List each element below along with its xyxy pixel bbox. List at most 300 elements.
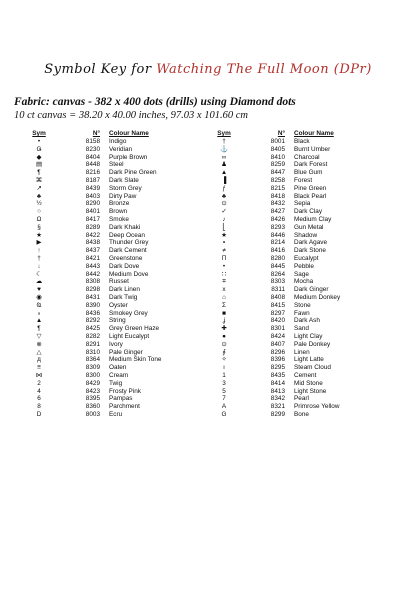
- color-number: 8289: [85, 223, 100, 231]
- color-symbol: 8: [37, 403, 41, 411]
- color-symbol: ↗: [36, 184, 42, 192]
- color-number: 8423: [85, 387, 100, 395]
- color-symbol: ¶: [37, 169, 41, 177]
- col-number-header: N°: [277, 130, 285, 137]
- fabric-info: Fabric: canvas - 382 x 400 dots (drills) using Diamond dots: [14, 96, 296, 108]
- table-row: [30, 185, 220, 193]
- color-name: Light Clay: [294, 332, 323, 340]
- color-number: 8187: [85, 176, 100, 184]
- color-name: Black Pearl: [294, 192, 327, 200]
- table-row: [30, 364, 220, 372]
- color-symbol: 3: [222, 379, 226, 387]
- color-number: 8410: [270, 153, 285, 161]
- table-row: [30, 146, 220, 154]
- table-row: [215, 169, 405, 177]
- color-name: Medium Donkey: [294, 293, 341, 301]
- color-number: 8282: [85, 332, 100, 340]
- color-symbol: ⊗: [36, 340, 42, 348]
- color-number: 8420: [270, 317, 285, 325]
- color-symbol: ✓: [221, 208, 227, 216]
- table-row: [215, 185, 405, 193]
- color-symbol: ▐: [221, 176, 227, 184]
- table-row: [215, 193, 405, 201]
- color-symbol: Ǥ: [36, 145, 42, 153]
- table-row: [215, 255, 405, 263]
- color-name: Deep Ocean: [109, 231, 145, 239]
- color-number: 8292: [85, 317, 100, 325]
- table-row: [215, 286, 405, 294]
- symbol-table-right: [215, 130, 405, 419]
- color-number: 8422: [85, 231, 100, 239]
- color-number: 8448: [85, 161, 100, 169]
- color-name: Light Eucalypt: [109, 332, 150, 340]
- table-row: [215, 161, 405, 169]
- table-row: [215, 278, 405, 286]
- color-name: Indigo: [109, 138, 127, 145]
- color-name: Oyster: [109, 301, 128, 309]
- color-name: Bone: [294, 410, 309, 418]
- color-name: Bronze: [109, 200, 130, 208]
- color-number: 8445: [270, 262, 285, 270]
- color-number: 8418: [270, 192, 285, 200]
- color-number: 8417: [85, 215, 100, 223]
- table-header: [215, 130, 405, 138]
- table-row: [215, 208, 405, 216]
- color-number: 8298: [85, 286, 100, 294]
- color-name: Pine Green: [294, 184, 327, 192]
- color-symbol: ▲: [35, 317, 43, 325]
- color-number: 8280: [270, 254, 285, 262]
- color-name: Mocha: [294, 278, 314, 286]
- table-row: [215, 146, 405, 154]
- color-symbol: 2: [37, 379, 41, 387]
- table-row: [30, 247, 220, 255]
- table-row: [30, 193, 220, 201]
- color-number: 8311: [271, 286, 285, 294]
- color-symbol: ı: [223, 364, 225, 372]
- color-number: 8421: [85, 254, 100, 262]
- color-name: Greenstone: [109, 254, 143, 262]
- color-number: 8426: [270, 215, 285, 223]
- color-name: Thunder Grey: [109, 239, 149, 247]
- table-row: [215, 216, 405, 224]
- color-number: 8303: [270, 278, 285, 286]
- color-number: 8415: [270, 301, 285, 309]
- color-symbol: §: [37, 223, 41, 231]
- table-row: [215, 325, 405, 333]
- color-number: 8003: [85, 410, 100, 418]
- col-sym-header: Sym: [217, 130, 231, 137]
- color-name: Dark Ash: [294, 317, 320, 325]
- color-name: Black: [294, 138, 310, 145]
- color-name: Grey Green Haze: [109, 325, 160, 333]
- color-number: 8408: [270, 293, 285, 301]
- color-number: 8214: [270, 239, 285, 247]
- color-symbol: ◆: [36, 153, 42, 161]
- color-name: Dark Clay: [294, 208, 323, 216]
- color-name: Sepia: [294, 200, 311, 208]
- table-row: [30, 161, 220, 169]
- color-number: 8300: [85, 371, 100, 379]
- table-row: [215, 200, 405, 208]
- color-symbol: Π: [221, 254, 227, 262]
- table-row: [30, 380, 220, 388]
- table-row: [30, 263, 220, 271]
- color-name: Frosty Pink: [109, 387, 141, 395]
- color-number: 8435: [270, 371, 285, 379]
- color-number: 8401: [85, 208, 100, 216]
- table-row: [30, 333, 220, 341]
- table-row: [30, 271, 220, 279]
- color-name: Dark Cement: [109, 247, 147, 255]
- table-row: [30, 216, 220, 224]
- color-symbol: ⊙: [221, 200, 227, 208]
- color-name: Pearl: [294, 395, 309, 403]
- color-symbol: 4: [37, 387, 41, 395]
- color-name: Cream: [109, 371, 129, 379]
- color-number: 8301: [270, 325, 285, 333]
- table-row: [30, 224, 220, 232]
- color-name: Pale Ginger: [109, 348, 143, 356]
- color-symbol: ¶: [37, 325, 41, 333]
- color-symbol: ⊙: [221, 340, 227, 348]
- color-number: 8395: [85, 395, 100, 403]
- color-number: 8443: [85, 262, 100, 270]
- color-symbol: 1: [222, 371, 226, 379]
- color-name: Stone: [294, 301, 311, 309]
- color-symbol: ▤: [35, 161, 43, 169]
- table-row: [30, 325, 220, 333]
- color-number: 8439: [85, 184, 100, 192]
- table-row: [30, 341, 220, 349]
- color-name: Charcoal: [294, 153, 320, 161]
- color-number: 8413: [270, 387, 285, 395]
- color-number: 8431: [85, 293, 100, 301]
- table-row: [215, 263, 405, 271]
- color-name: Light Latte: [294, 356, 324, 364]
- color-symbol: ∘: [36, 309, 41, 317]
- table-row: [215, 224, 405, 232]
- color-symbol: ☁: [35, 278, 43, 286]
- col-name-header: Colour Name: [294, 130, 334, 137]
- color-name: Medium Clay: [294, 215, 332, 223]
- color-symbol: ≠: [222, 247, 226, 255]
- color-number: 8414: [270, 379, 285, 387]
- color-symbol: △: [36, 348, 42, 356]
- color-symbol: ʝ: [222, 317, 226, 325]
- table-row: [215, 341, 405, 349]
- color-symbol: Ω: [36, 215, 42, 223]
- color-symbol: ⌗: [222, 278, 226, 286]
- color-symbol: ⌘: [35, 176, 43, 184]
- table-row: [215, 310, 405, 318]
- table-row: [30, 411, 220, 419]
- table-row: [30, 310, 220, 318]
- color-name: Burnt Umber: [294, 145, 331, 153]
- color-symbol: Ҩ: [36, 301, 42, 309]
- color-name: Ecru: [109, 410, 123, 418]
- color-symbol: ☾: [36, 270, 42, 278]
- canvas-size-info: 10 ct canvas = 38.20 x 40.00 inches, 97.03 x 101.60 cm: [14, 110, 248, 121]
- color-number: 8442: [85, 270, 100, 278]
- color-symbol: ∞: [221, 153, 227, 161]
- color-symbol: •: [37, 138, 41, 145]
- col-sym-header: Sym: [32, 130, 46, 137]
- color-name: Pale Donkey: [294, 340, 331, 348]
- color-name: Dark Ginger: [294, 286, 329, 294]
- color-name: Dark Stone: [294, 247, 326, 255]
- table-row: [30, 208, 220, 216]
- color-symbol: ⎣: [222, 223, 226, 231]
- pattern-name: Watching The Full Moon (DPr): [156, 62, 372, 77]
- color-symbol: ✧: [221, 356, 227, 364]
- color-symbol: ▽: [36, 332, 42, 340]
- color-number: 8405: [270, 145, 285, 153]
- color-name: Dark Khaki: [109, 223, 141, 231]
- color-number: 8296: [270, 348, 285, 356]
- color-name: Forest: [294, 176, 313, 184]
- page-title: [0, 62, 416, 77]
- color-name: Oaten: [109, 364, 127, 372]
- color-symbol: ⚓: [220, 145, 228, 153]
- color-name: Dark Pine Green: [109, 169, 157, 177]
- color-number: 8309: [85, 364, 100, 372]
- table-row: [30, 169, 220, 177]
- table-row: [30, 255, 220, 263]
- table-row: [215, 317, 405, 325]
- color-name: Dark Dove: [109, 262, 140, 270]
- color-symbol: ◉: [36, 293, 42, 301]
- color-symbol: ½: [36, 200, 42, 208]
- color-symbol: ✚: [221, 325, 227, 333]
- color-name: Medium Skin Tone: [109, 356, 162, 364]
- color-symbol: ≡: [37, 364, 41, 372]
- table-row: [215, 411, 405, 419]
- color-number: 8293: [270, 223, 285, 231]
- color-symbol: ↑: [37, 247, 41, 255]
- color-number: 8308: [85, 278, 100, 286]
- color-name: Ivory: [109, 340, 123, 348]
- color-name: Dark Agave: [294, 239, 328, 247]
- color-name: Light Stone: [294, 387, 327, 395]
- table-row: [30, 403, 220, 411]
- table-row: [215, 372, 405, 380]
- table-row: [30, 294, 220, 302]
- color-name: Dirty Paw: [109, 192, 137, 200]
- table-row: [30, 200, 220, 208]
- color-symbol: ♣: [36, 192, 42, 200]
- col-name-header: Colour Name: [109, 130, 149, 137]
- color-symbol: ▲: [220, 169, 228, 177]
- table-row: [215, 403, 405, 411]
- color-name: Brown: [109, 208, 128, 216]
- color-name: Dark Linen: [109, 286, 140, 294]
- color-symbol: ■: [222, 309, 226, 317]
- color-number: 8290: [85, 200, 100, 208]
- color-symbol: ♪: [222, 215, 226, 223]
- table-row: [30, 317, 220, 325]
- table-row: [215, 239, 405, 247]
- color-symbol: ∮: [222, 348, 226, 356]
- color-number: 8216: [85, 169, 100, 177]
- table-row: [215, 356, 405, 364]
- col-number-header: N°: [92, 130, 100, 137]
- color-number: 8258: [270, 176, 285, 184]
- color-symbol: ★: [221, 231, 227, 239]
- table-row: [215, 302, 405, 310]
- color-symbol: D: [36, 410, 42, 418]
- color-name: Blue Gum: [294, 169, 323, 177]
- table-row: [30, 356, 220, 364]
- table-row: [30, 372, 220, 380]
- color-symbol: ∷: [221, 270, 227, 278]
- color-symbol: ▶: [36, 239, 42, 247]
- color-number: 8446: [270, 231, 285, 239]
- color-name: Pampas: [109, 395, 133, 403]
- color-number: 8310: [85, 348, 100, 356]
- color-number: 8291: [85, 340, 100, 348]
- table-row: [30, 138, 220, 146]
- color-name: Veridian: [109, 145, 133, 153]
- color-number: 8424: [270, 332, 285, 340]
- color-number: 8360: [85, 403, 100, 411]
- color-symbol: 5: [222, 387, 226, 395]
- color-number: 8427: [270, 208, 285, 216]
- color-number: 8396: [270, 356, 285, 364]
- table-header: [30, 130, 220, 138]
- color-number: 8259: [270, 161, 285, 169]
- color-name: String: [109, 317, 126, 325]
- table-row: [215, 138, 405, 146]
- color-symbol: ♣: [221, 192, 227, 200]
- color-name: Steel: [109, 161, 124, 169]
- color-number: 8264: [270, 270, 285, 278]
- table-row: [30, 388, 220, 396]
- color-number: 8390: [85, 301, 100, 309]
- color-number: 8299: [270, 410, 285, 418]
- color-name: Dark Forest: [294, 161, 328, 169]
- color-symbol: ⋈: [35, 371, 43, 379]
- color-symbol: A: [221, 403, 227, 411]
- color-symbol: G: [221, 410, 227, 418]
- color-name: Cement: [294, 371, 317, 379]
- color-symbol: ○: [37, 208, 41, 216]
- color-number: 8416: [270, 247, 285, 255]
- table-row: [215, 395, 405, 403]
- table-row: [215, 333, 405, 341]
- color-number: 8432: [270, 200, 285, 208]
- color-name: Shadow: [294, 231, 318, 239]
- color-symbol: ★: [36, 231, 42, 239]
- table-row: [215, 364, 405, 372]
- color-symbol: ƒ: [222, 184, 226, 192]
- color-name: Dark Twig: [109, 293, 138, 301]
- color-name: Pebble: [294, 262, 314, 270]
- color-name: Parchment: [109, 403, 140, 411]
- color-number: 8407: [270, 340, 285, 348]
- table-row: [215, 247, 405, 255]
- color-number: 8295: [270, 364, 285, 372]
- color-name: Sand: [294, 325, 309, 333]
- color-number: 8230: [85, 145, 100, 153]
- table-row: [215, 271, 405, 279]
- color-name: Sage: [294, 270, 309, 278]
- color-name: Medium Dove: [109, 270, 149, 278]
- color-number: 8447: [270, 169, 285, 177]
- color-name: Eucalypt: [294, 254, 319, 262]
- color-name: Fawn: [294, 309, 310, 317]
- color-symbol: ♟: [221, 161, 227, 169]
- table-row: [215, 232, 405, 240]
- color-number: 8403: [85, 192, 100, 200]
- color-name: Purple Brown: [109, 153, 148, 161]
- table-row: [30, 349, 220, 357]
- color-number: 8297: [270, 309, 285, 317]
- color-symbol: ⌂: [222, 293, 226, 301]
- color-number: 8404: [85, 153, 100, 161]
- table-row: [30, 154, 220, 162]
- color-number: 8429: [85, 379, 100, 387]
- color-number: 8437: [85, 247, 100, 255]
- color-number: 8364: [85, 356, 100, 364]
- color-symbol: 7: [222, 395, 226, 403]
- color-number: 8001: [270, 138, 285, 145]
- color-name: Primrose Yellow: [294, 403, 340, 411]
- table-row: [215, 349, 405, 357]
- color-name: Steam Cloud: [294, 364, 331, 372]
- color-number: 8425: [85, 325, 100, 333]
- color-name: Smoke: [109, 215, 129, 223]
- color-symbol: ▪: [222, 239, 226, 247]
- color-name: Russet: [109, 278, 129, 286]
- table-row: [30, 278, 220, 286]
- table-row: [215, 154, 405, 162]
- table-row: [215, 388, 405, 396]
- color-name: Smokey Grey: [109, 309, 148, 317]
- table-row: [215, 177, 405, 185]
- color-symbol: ♥: [37, 286, 41, 294]
- color-symbol: 6: [37, 395, 41, 403]
- color-symbol: ●: [222, 332, 226, 340]
- color-symbol: д: [37, 356, 41, 364]
- color-symbol: Σ: [222, 301, 226, 309]
- color-symbol: †: [222, 138, 226, 145]
- table-row: [215, 380, 405, 388]
- color-number: 8158: [85, 138, 100, 145]
- color-name: Dark Slate: [109, 176, 139, 184]
- table-row: [30, 302, 220, 310]
- color-name: Linen: [294, 348, 310, 356]
- color-name: Twig: [109, 379, 123, 387]
- table-row: [30, 286, 220, 294]
- color-symbol: ↓: [37, 262, 41, 270]
- color-number: 8215: [270, 184, 285, 192]
- table-row: [30, 395, 220, 403]
- table-row: [30, 239, 220, 247]
- symbol-table-left: [30, 130, 220, 419]
- title-prefix: Symbol Key for: [44, 62, 152, 77]
- table-row: [30, 232, 220, 240]
- color-symbol: †: [37, 254, 41, 262]
- color-name: Storm Grey: [109, 184, 142, 192]
- color-symbol: •: [222, 262, 226, 270]
- color-symbol: x: [222, 286, 226, 294]
- table-row: [215, 294, 405, 302]
- table-row: [30, 177, 220, 185]
- color-number: 8321: [270, 403, 285, 411]
- color-number: 8436: [85, 309, 100, 317]
- color-number: 8342: [270, 395, 285, 403]
